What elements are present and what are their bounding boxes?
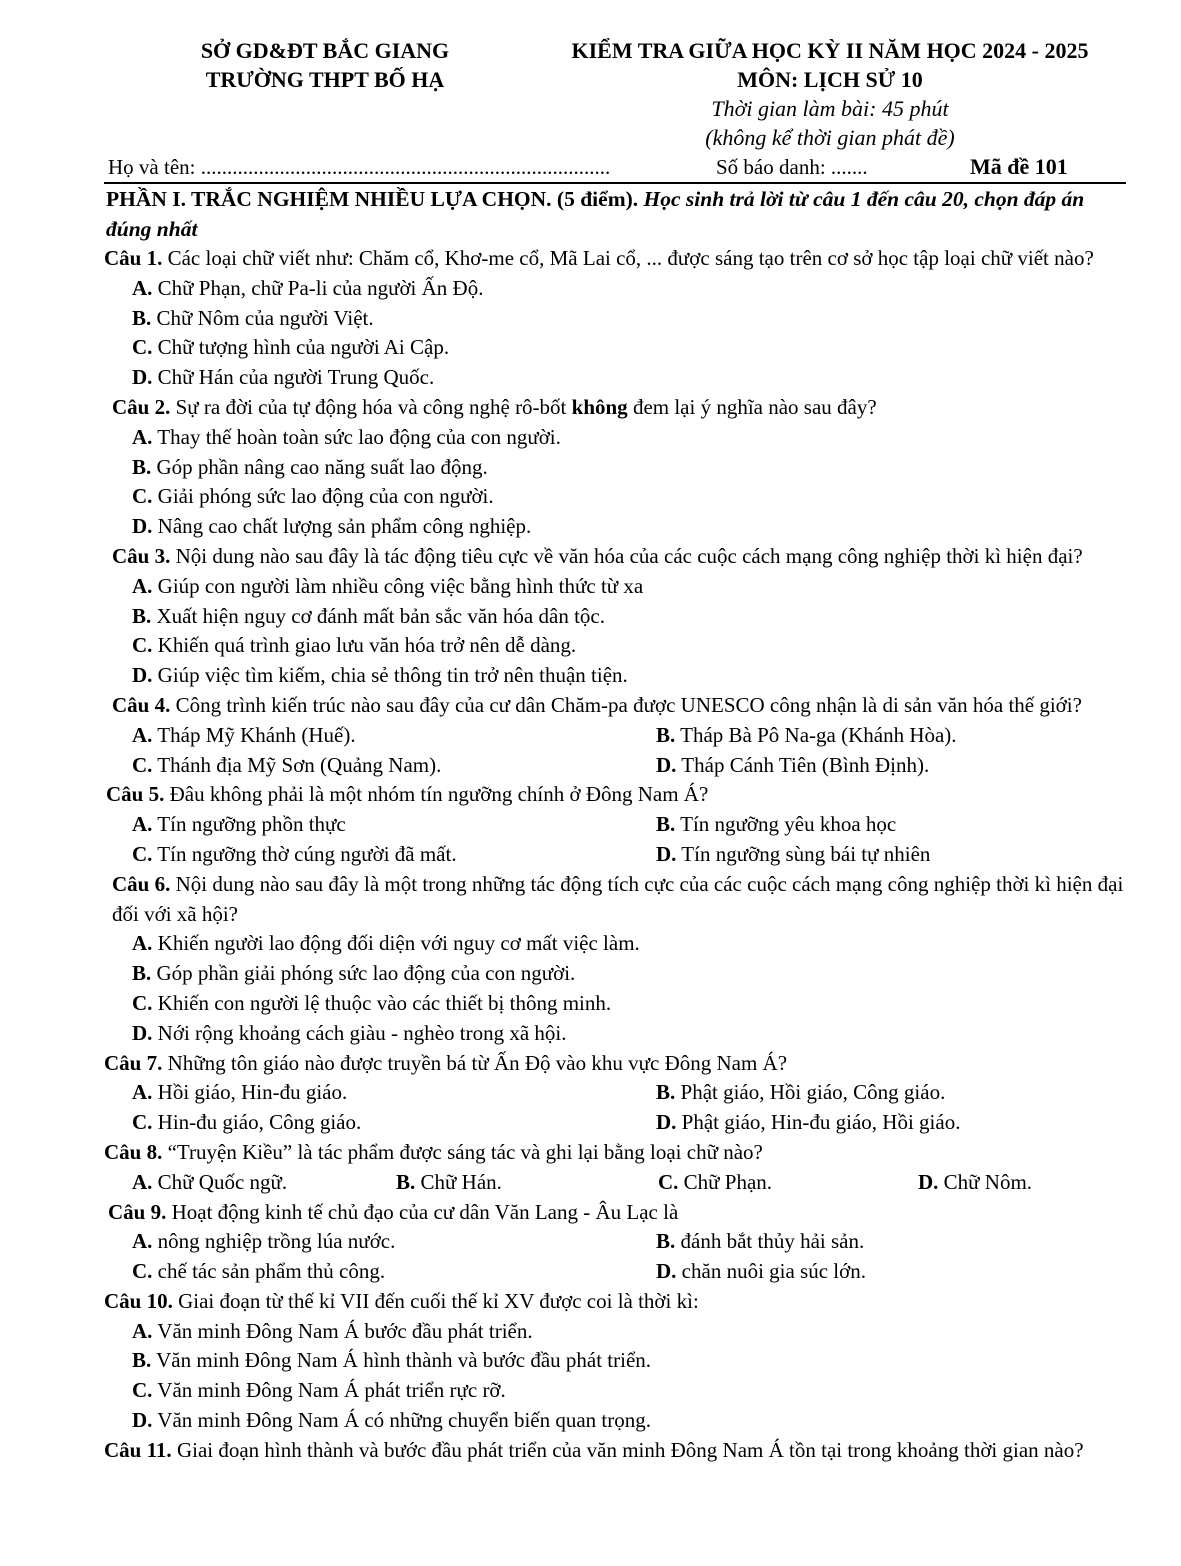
question-number: Câu 5. <box>106 782 165 807</box>
option-2d <box>132 512 1126 542</box>
option-2c <box>132 482 1126 512</box>
option-letter: C. <box>658 1169 679 1194</box>
question-8 <box>104 1138 1126 1168</box>
option-letter: C. <box>132 1110 153 1135</box>
option-7b <box>656 1078 1126 1108</box>
option-letter: A. <box>132 812 153 837</box>
option-text: Nâng cao chất lượng sản phẩm công nghiệp. <box>157 514 532 539</box>
question-1 <box>104 244 1126 274</box>
options-4 <box>132 721 1126 781</box>
option-letter: D. <box>132 514 153 539</box>
question-text: Đâu không phải là một nhóm tín ngưỡng chính ở Đông Nam Á? <box>169 782 709 807</box>
option-letter: D. <box>132 365 153 390</box>
option-text: Tín ngưỡng phồn thực <box>157 812 346 837</box>
option-letter: C. <box>132 1378 153 1403</box>
option-text: Khiến con người lệ thuộc vào các thiết bị thông minh. <box>157 990 612 1015</box>
student-name-field: Họ và tên: .............................................................................. <box>108 155 611 179</box>
question-text: Sự ra đời của tự động hóa và công nghệ rô-bốt <box>175 394 567 419</box>
option-9b <box>656 1227 1126 1257</box>
options-9 <box>132 1227 1126 1287</box>
option-text: Phật giáo, Hồi giáo, Công giáo. <box>680 1080 946 1105</box>
section-title: PHẦN I. TRẮC NGHIỆM NHIỀU LỰA CHỌN. (5 điểm). <box>106 187 639 211</box>
option-text: chế tác sản phẩm thủ công. <box>157 1259 386 1284</box>
option-10c <box>132 1376 1126 1406</box>
option-6c <box>132 989 1126 1019</box>
question-text: Những tôn giáo nào được truyền bá từ Ấn Độ vào khu vực Đông Nam Á? <box>167 1050 788 1075</box>
option-text: Góp phần giải phóng sức lao động của con người. <box>156 961 576 986</box>
option-text: Chữ tượng hình của người Ai Cập. <box>157 335 450 360</box>
option-letter: D. <box>132 1408 153 1433</box>
option-text: Chữ Phạn. <box>683 1169 773 1194</box>
option-letter: A. <box>132 1080 153 1105</box>
option-text: Góp phần nâng cao năng suất lao động. <box>156 454 488 479</box>
option-letter: B. <box>656 812 676 837</box>
option-text: Văn minh Đông Nam Á phát triển rực rỡ. <box>157 1378 506 1403</box>
section-heading <box>106 184 1126 244</box>
time-note: (không kể thời gian phát đề) <box>705 125 955 150</box>
school-name: TRƯỜNG THPT BỐ HẠ <box>205 67 445 92</box>
option-text: Chữ Phạn, chữ Pa-li của người Ấn Độ. <box>157 275 484 300</box>
option-text: Nới rộng khoảng cách giàu - nghèo trong xã hội. <box>157 1020 567 1045</box>
options-5 <box>132 810 1126 870</box>
option-text: Văn minh Đông Nam Á có những chuyển biến quan trọng. <box>157 1408 652 1433</box>
option-8c <box>658 1168 918 1198</box>
question-number: Câu 6. <box>112 871 171 896</box>
question-number: Câu 4. <box>112 692 171 717</box>
exam-title: KIỂM TRA GIỮA HỌC KỲ II NĂM HỌC 2024 - 2025 <box>571 38 1089 63</box>
option-letter: B. <box>396 1169 416 1194</box>
option-text: Tín ngưỡng thờ cúng người đã mất. <box>157 841 457 866</box>
option-letter: D. <box>656 1259 677 1284</box>
question-number: Câu 11. <box>104 1437 172 1462</box>
option-text: Thánh địa Mỹ Sơn (Quảng Nam). <box>157 752 442 777</box>
question-text: Giai đoạn từ thế kỉ VII đến cuối thế kỉ XV được coi là thời kì: <box>178 1288 699 1313</box>
question-2 <box>104 393 1126 423</box>
option-letter: D. <box>656 841 677 866</box>
option-text: Chữ Hán của người Trung Quốc. <box>157 365 435 390</box>
option-text: Giúp con người làm nhiều công việc bằng hình thức từ xa <box>157 573 644 598</box>
option-letter: C. <box>132 633 153 658</box>
question-number: Câu 8. <box>104 1139 163 1164</box>
question-text: Nội dung nào sau đây là tác động tiêu cực về văn hóa của các cuộc cách mạng công nghiệp thời kì hiện đại? <box>175 543 1083 568</box>
option-letter: A. <box>132 573 153 598</box>
option-letter: C. <box>132 335 153 360</box>
question-5 <box>104 780 1126 810</box>
option-letter: C. <box>132 990 153 1015</box>
option-text: đánh bắt thủy hải sản. <box>680 1229 865 1254</box>
exam-header <box>520 36 1140 152</box>
question-4 <box>104 691 1126 721</box>
options-7 <box>132 1078 1126 1138</box>
question-10 <box>104 1287 1126 1317</box>
option-text: Chữ Quốc ngữ. <box>157 1169 288 1194</box>
option-10d <box>132 1406 1126 1436</box>
option-4b <box>656 721 1126 751</box>
option-letter: B. <box>656 1229 676 1254</box>
option-letter: B. <box>656 722 676 747</box>
option-3a <box>132 572 1126 602</box>
question-text-end: đem lại ý nghĩa nào sau đây? <box>632 394 877 419</box>
question-text: “Truyện Kiều” là tác phẩm được sáng tác và ghi lại bằng loại chữ nào? <box>167 1139 763 1164</box>
option-text: Chữ Nôm. <box>943 1169 1033 1194</box>
option-text: Giải phóng sức lao động của con người. <box>157 484 494 509</box>
question-11 <box>104 1436 1126 1466</box>
option-8d <box>918 1168 1118 1198</box>
option-letter: D. <box>918 1169 939 1194</box>
exam-content <box>104 184 1126 1466</box>
option-letter: C. <box>132 841 153 866</box>
option-3c <box>132 631 1126 661</box>
option-6a <box>132 929 1126 959</box>
option-letter: D. <box>132 663 153 688</box>
option-letter: C. <box>132 1259 153 1284</box>
option-5b <box>656 810 1126 840</box>
option-4c <box>132 751 656 781</box>
option-text: nông nghiệp trồng lúa nước. <box>157 1229 396 1254</box>
option-text: Khiến quá trình giao lưu văn hóa trở nên dễ dàng. <box>157 633 577 658</box>
option-9c <box>132 1257 656 1287</box>
option-8b <box>396 1168 658 1198</box>
option-letter: A. <box>132 424 153 449</box>
question-text: Các loại chữ viết như: Chăm cổ, Khơ-me cổ, Mã Lai cổ, ... được sáng tạo trên cơ sở học tập loại chữ viết nào? <box>167 246 1094 270</box>
option-1d <box>132 363 1126 393</box>
option-letter: B. <box>132 305 152 330</box>
option-text: Phật giáo, Hin-đu giáo, Hồi giáo. <box>681 1110 961 1135</box>
question-9 <box>104 1198 1126 1228</box>
option-letter: B. <box>132 1348 152 1373</box>
option-7a <box>132 1078 656 1108</box>
option-letter: B. <box>132 961 152 986</box>
option-3d <box>132 661 1126 691</box>
option-letter: B. <box>132 603 152 628</box>
option-text: Hin-đu giáo, Công giáo. <box>157 1110 362 1135</box>
option-10a <box>132 1317 1126 1347</box>
option-7d <box>656 1108 1126 1138</box>
option-5d <box>656 840 1126 870</box>
option-5c <box>132 840 656 870</box>
option-text: Tháp Mỹ Khánh (Huế). <box>157 722 356 747</box>
option-4d <box>656 751 1126 781</box>
option-text: Hồi giáo, Hin-đu giáo. <box>157 1080 348 1105</box>
option-5a <box>132 810 656 840</box>
option-2b <box>132 453 1126 483</box>
option-2a <box>132 423 1126 453</box>
option-letter: A. <box>132 1318 153 1343</box>
option-letter: D. <box>656 1110 677 1135</box>
candidate-number-field: Số báo danh: ....... <box>716 155 868 179</box>
option-letter: C. <box>132 752 153 777</box>
option-text: Chữ Hán. <box>420 1169 502 1194</box>
option-letter: D. <box>132 1020 153 1045</box>
question-7 <box>104 1049 1126 1079</box>
option-6b <box>132 959 1126 989</box>
option-letter: A. <box>132 1229 153 1254</box>
option-letter: C. <box>132 484 153 509</box>
question-text: Hoạt động kinh tế chủ đạo của cư dân Văn Lang - Âu Lạc là <box>171 1199 679 1224</box>
question-keyword: không <box>571 394 628 419</box>
option-6d <box>132 1019 1126 1049</box>
option-9a <box>132 1227 656 1257</box>
option-4a <box>132 721 656 751</box>
option-text: Tín ngưỡng sùng bái tự nhiên <box>681 841 931 866</box>
option-text: Xuất hiện nguy cơ đánh mất bản sắc văn hóa dân tộc. <box>156 603 605 628</box>
question-number: Câu 1. <box>104 246 163 270</box>
option-letter: A. <box>132 931 153 956</box>
option-10b <box>132 1346 1126 1376</box>
student-id-line <box>108 152 1123 182</box>
option-letter: A. <box>132 722 153 747</box>
option-text: Văn minh Đông Nam Á hình thành và bước đầu phát triển. <box>156 1348 652 1373</box>
question-6 <box>104 870 1126 930</box>
option-9d <box>656 1257 1126 1287</box>
option-text: Tháp Bà Pô Na-ga (Khánh Hòa). <box>680 722 957 747</box>
option-1c <box>132 333 1126 363</box>
question-number: Câu 10. <box>104 1288 173 1313</box>
time-limit: Thời gian làm bài: 45 phút <box>711 96 949 121</box>
subject-title: MÔN: LỊCH SỬ 10 <box>737 67 923 92</box>
option-7c <box>132 1108 656 1138</box>
option-letter: B. <box>132 454 152 479</box>
question-3 <box>104 542 1126 572</box>
question-number: Câu 7. <box>104 1050 163 1075</box>
department-name: SỞ GD&ĐT BẮC GIANG <box>200 38 450 63</box>
section-instruction: Học sinh trả lời từ câu 1 đến câu 20, chọn đáp án đúng nhất <box>106 187 1085 241</box>
option-8a <box>132 1168 396 1198</box>
option-text: Tín ngưỡng yêu khoa học <box>680 812 897 837</box>
option-text: Khiến người lao động đối diện với nguy cơ mất việc làm. <box>157 931 640 956</box>
option-letter: B. <box>656 1080 676 1105</box>
option-text: Văn minh Đông Nam Á bước đầu phát triển. <box>157 1318 533 1343</box>
option-text: chăn nuôi gia súc lớn. <box>681 1259 866 1284</box>
option-text: Chữ Nôm của người Việt. <box>156 305 374 330</box>
option-1a <box>132 274 1126 304</box>
option-1b <box>132 304 1126 334</box>
question-text: Nội dung nào sau đây là một trong những tác động tích cực của các cuộc cách mạng công nghiệp thời kì hiện đại đối với xã hội? <box>112 871 1124 926</box>
option-text: Tháp Cánh Tiên (Bình Định). <box>681 752 930 777</box>
option-text: Giúp việc tìm kiếm, chia sẻ thông tin trở nên thuận tiện. <box>157 663 628 688</box>
option-letter: A. <box>132 1169 153 1194</box>
option-letter: A. <box>132 275 153 300</box>
option-text: Thay thế hoàn toàn sức lao động của con người. <box>157 424 561 449</box>
options-8 <box>132 1168 1126 1198</box>
question-text: Công trình kiến trúc nào sau đây của cư dân Chăm-pa được UNESCO công nhận là di sản văn hóa thế giới? <box>175 692 1082 717</box>
question-number: Câu 2. <box>112 394 171 419</box>
school-header <box>160 36 490 94</box>
option-letter: D. <box>656 752 677 777</box>
exam-code: Mã đề 101 <box>970 154 1068 179</box>
question-number: Câu 3. <box>112 543 171 568</box>
question-text: Giai đoạn hình thành và bước đầu phát triển của văn minh Đông Nam Á tồn tại trong khoảng thời gian nào? <box>176 1437 1084 1462</box>
option-3b <box>132 602 1126 632</box>
question-number: Câu 9. <box>108 1199 167 1224</box>
